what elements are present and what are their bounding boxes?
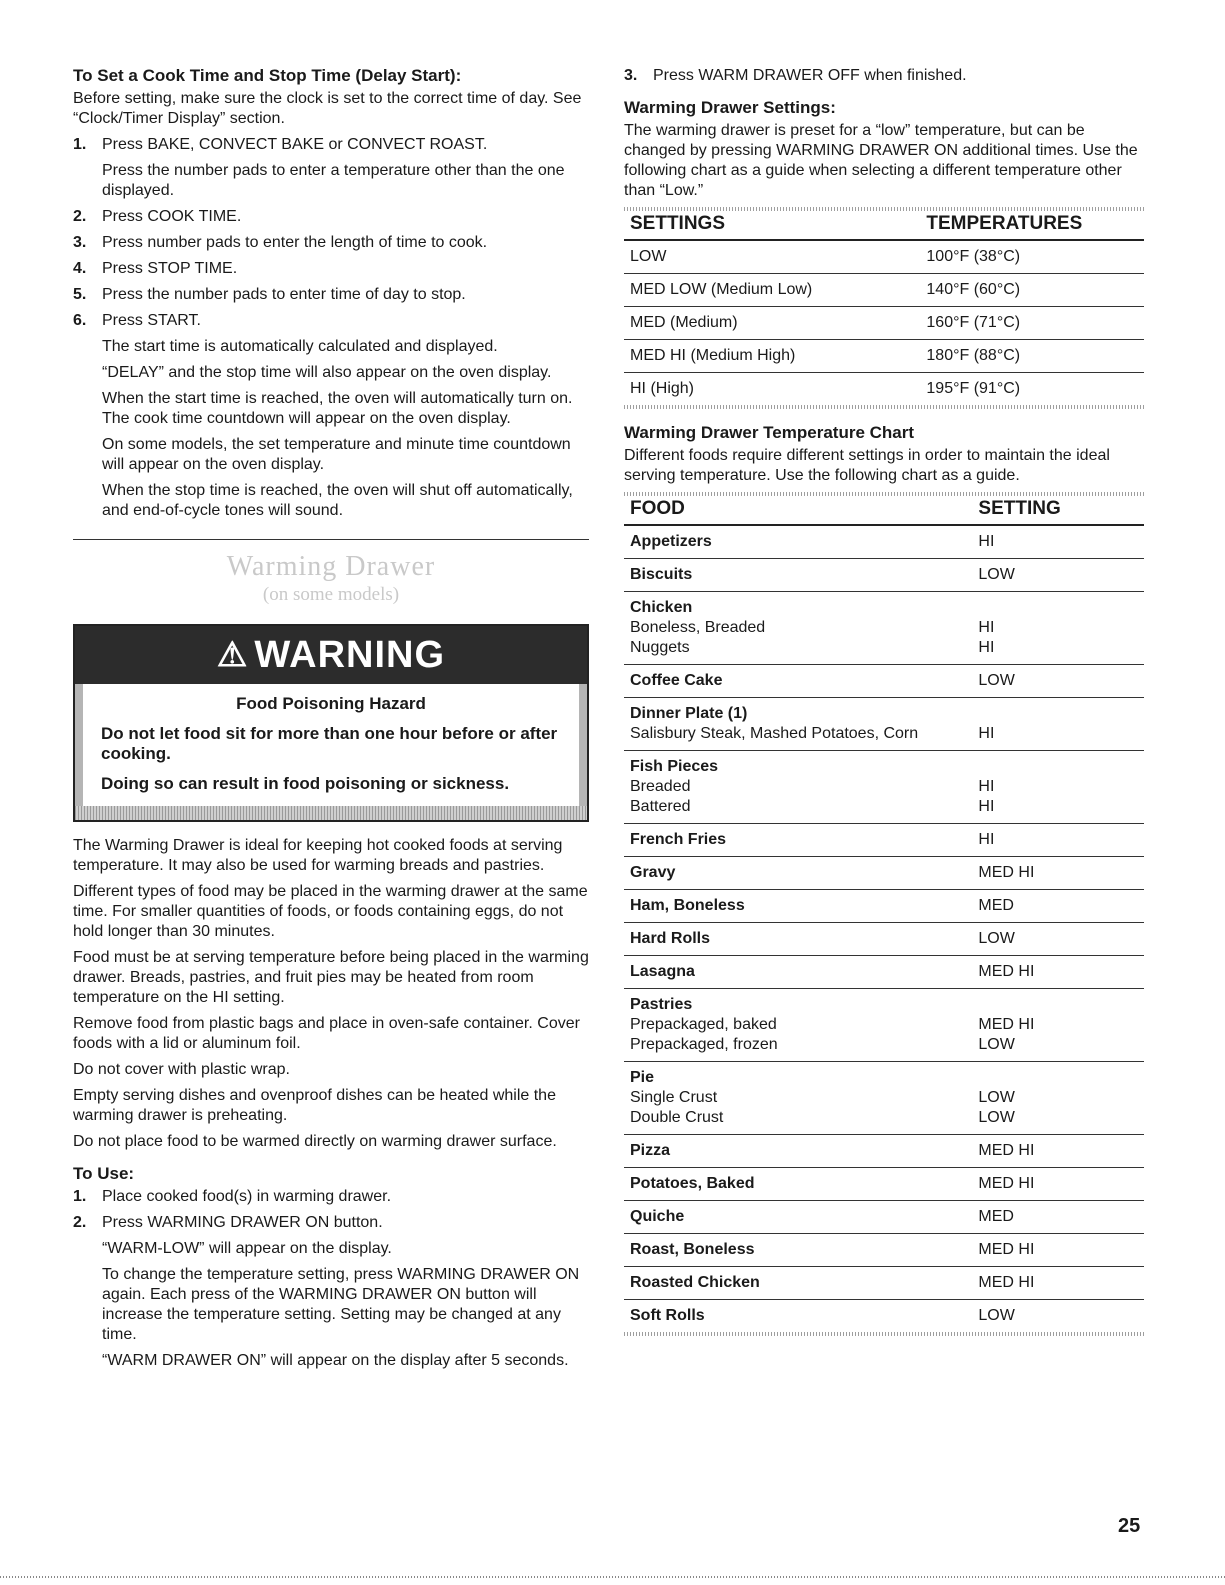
paragraph: Food must be at serving temperature before being placed in the warming drawer. Breads, pastries, and fruit pies may be heated from room temperature on the HI setting.	[73, 949, 589, 1006]
food-variant: Salisbury Steak, Mashed Potatoes, Corn	[630, 725, 919, 742]
food-setting: LOW	[978, 566, 1015, 583]
food-setting: MED HI	[978, 1175, 1035, 1192]
setting-cell	[972, 698, 1144, 751]
food-name: Lasagna	[630, 963, 695, 980]
step-detail: When the stop time is reached, the oven will shut off automatically, and end-of-cycle tones will sound.	[102, 482, 573, 519]
food-cell	[624, 698, 972, 751]
cook-stop-steps	[73, 135, 589, 521]
step-item	[73, 1213, 589, 1371]
step-item	[73, 207, 589, 227]
food-row	[624, 956, 1144, 989]
step-detail: When the start time is reached, the oven will automatically turn on. The cook time countdown will appear on the oven display.	[102, 390, 573, 427]
food-name: Roast, Boneless	[630, 1241, 755, 1258]
food-variant: Single Crust	[630, 1089, 718, 1106]
section-divider	[73, 539, 589, 540]
step-detail: “DELAY” and the stop time will also appear on the oven display.	[102, 364, 552, 381]
warming-drawer-paragraphs	[73, 836, 589, 1152]
food-cell	[624, 1267, 972, 1300]
step-text: Press BAKE, CONVECT BAKE or CONVECT ROAST.	[102, 136, 488, 153]
food-name: Pie	[630, 1069, 655, 1086]
setting-cell	[972, 1300, 1144, 1333]
cook-stop-heading: To Set a Cook Time and Stop Time (Delay Start):	[73, 66, 462, 85]
settings-intro: The warming drawer is preset for a “low” temperature, but can be changed by pressing WARMING DRAWER ON additional times. Use the following chart as a guide when selecting a different temperature other than “Low.”	[624, 122, 1138, 199]
setting-cell	[972, 1062, 1144, 1135]
step-text: Press number pads to enter the length of time to cook.	[102, 234, 488, 251]
food-variant: Battered	[630, 798, 691, 815]
step-number: 3.	[73, 234, 87, 251]
chart-intro: Different foods require different settings in order to maintain the ideal serving temperature. Use the following chart as a guide.	[624, 447, 1110, 484]
setting-cell	[972, 665, 1144, 698]
to-use-heading: To Use:	[73, 1164, 135, 1183]
food-setting: MED HI	[978, 1274, 1035, 1291]
food-cell	[624, 1135, 972, 1168]
food-name: Biscuits	[630, 566, 693, 583]
step-text: Press COOK TIME.	[102, 208, 242, 225]
food-variant: Boneless, Breaded	[630, 619, 766, 636]
step-item	[73, 285, 589, 305]
setting-cell	[972, 1234, 1144, 1267]
food-cell	[624, 923, 972, 956]
food-cell	[624, 1300, 972, 1333]
setting-col-header: SETTING	[972, 496, 1144, 525]
settings-heading: Warming Drawer Settings:	[624, 98, 836, 117]
food-variant-setting: LOW	[978, 1109, 1015, 1126]
food-cell	[624, 525, 972, 559]
food-row	[624, 698, 1144, 751]
step-text: Press WARMING DRAWER ON button.	[102, 1214, 383, 1231]
step-item	[73, 233, 589, 253]
chart-bottom-rule	[624, 1332, 1144, 1336]
step-number: 6.	[73, 312, 87, 329]
warning-footer	[75, 806, 587, 820]
section-title: Warming Drawer	[226, 551, 436, 582]
food-cell	[624, 1062, 972, 1135]
food-setting: MED HI	[978, 963, 1035, 980]
food-setting-blank	[978, 757, 1138, 777]
step-detail: To change the temperature setting, press WARMING DRAWER ON again. Each press of the WARMING DRAWER ON button will increase the temperature setting. Setting may be changed at any time.	[102, 1266, 580, 1343]
food-variant-setting: HI	[978, 725, 995, 742]
food-cell	[624, 592, 972, 665]
temperature-cell: 100°F (38°C)	[920, 240, 1144, 274]
food-setting: MED	[978, 1208, 1014, 1225]
food-row	[624, 1201, 1144, 1234]
food-variant-setting: MED HI	[978, 1016, 1035, 1033]
step-3-list	[624, 66, 1144, 86]
food-chart-table	[624, 496, 1144, 1332]
food-row	[624, 592, 1144, 665]
warning-body	[75, 684, 587, 806]
food-col-header: FOOD	[624, 496, 972, 525]
food-variant-setting: LOW	[978, 1036, 1015, 1053]
step-text: Press the number pads to enter time of day to stop.	[102, 286, 466, 303]
cook-stop-intro: Before setting, make sure the clock is set to the correct time of day. See “Clock/Timer Display” section.	[73, 90, 582, 127]
food-cell	[624, 1201, 972, 1234]
step-number: 4.	[73, 260, 87, 277]
paragraph: Remove food from plastic bags and place in oven-safe container. Cover foods with a lid or aluminum foil.	[73, 1015, 580, 1052]
step-text: Press STOP TIME.	[102, 260, 238, 277]
setting-cell	[972, 559, 1144, 592]
food-name: Chicken	[630, 599, 693, 616]
food-name: Pizza	[630, 1142, 671, 1159]
food-variant-setting: HI	[978, 778, 995, 795]
settings-row	[624, 307, 1144, 340]
page-number: 25	[1118, 1515, 1141, 1537]
settings-col-header: SETTINGS	[624, 211, 920, 240]
setting-cell	[972, 1168, 1144, 1201]
food-variant: Prepackaged, baked	[630, 1016, 777, 1033]
warning-title: Food Poisoning Hazard	[236, 694, 426, 713]
settings-row	[624, 340, 1144, 373]
food-name: Soft Rolls	[630, 1307, 705, 1324]
food-row	[624, 1135, 1144, 1168]
setting-cell: HI (High)	[630, 380, 695, 397]
right-column	[624, 66, 1144, 1336]
left-column	[73, 66, 589, 1377]
food-name: Fish Pieces	[630, 758, 719, 775]
step-detail: “WARM-LOW” will appear on the display.	[102, 1240, 392, 1257]
food-setting: HI	[978, 533, 995, 550]
food-row	[624, 1234, 1144, 1267]
step-item	[73, 259, 589, 279]
food-name: Appetizers	[630, 533, 712, 550]
step-text: Place cooked food(s) in warming drawer.	[102, 1188, 392, 1205]
step-number: 5.	[73, 286, 87, 303]
setting-cell: MED HI (Medium High)	[624, 340, 920, 373]
step-number: 1.	[73, 1188, 87, 1205]
food-name: Hard Rolls	[630, 930, 711, 947]
food-cell	[624, 665, 972, 698]
temperature-cell: 180°F (88°C)	[920, 340, 1144, 373]
paragraph: The Warming Drawer is ideal for keeping hot cooked foods at serving temperature. It may also be used for warming breads and pastries.	[73, 837, 563, 874]
chart-heading: Warming Drawer Temperature Chart	[624, 423, 915, 442]
food-name: Pastries	[630, 996, 693, 1013]
food-row	[624, 665, 1144, 698]
temperatures-col-header: TEMPERATURES	[920, 211, 1144, 240]
paragraph: Do not place food to be warmed directly on warming drawer surface.	[73, 1133, 557, 1150]
food-name: Gravy	[630, 864, 676, 881]
food-setting: LOW	[978, 1307, 1015, 1324]
food-cell	[624, 1234, 972, 1267]
step-3	[624, 66, 1144, 86]
food-cell	[624, 751, 972, 824]
temperature-cell: 195°F (91°C)	[926, 380, 1021, 397]
food-cell	[624, 890, 972, 923]
food-name: Coffee Cake	[630, 672, 723, 689]
setting-cell	[972, 751, 1144, 824]
setting-cell	[972, 857, 1144, 890]
food-variant-setting: LOW	[978, 1089, 1015, 1106]
food-cell	[624, 824, 972, 857]
page-bottom-rule	[0, 1576, 1225, 1578]
food-setting: MED HI	[978, 1142, 1035, 1159]
food-row	[624, 525, 1144, 559]
warning-line-1: Do not let food sit for more than one hour before or after cooking.	[101, 724, 558, 763]
food-row	[624, 1267, 1144, 1300]
food-name: Dinner Plate (1)	[630, 705, 748, 722]
step-detail: The start time is automatically calculated and displayed.	[102, 338, 498, 355]
step-text: Press WARM DRAWER OFF when finished.	[653, 67, 967, 84]
food-row	[624, 1168, 1144, 1201]
setting-cell	[972, 824, 1144, 857]
setting-cell: MED (Medium)	[624, 307, 920, 340]
step-item	[73, 135, 589, 201]
food-cell	[624, 956, 972, 989]
food-row	[624, 923, 1144, 956]
step-number: 1.	[73, 136, 87, 153]
food-name: Ham, Boneless	[630, 897, 745, 914]
food-setting: LOW	[978, 930, 1015, 947]
food-row	[624, 857, 1144, 890]
paragraph: Different types of food may be placed in the warming drawer at the same time. For smaller quantities of foods, or foods containing eggs, do not hold longer than 30 minutes.	[73, 883, 588, 940]
paragraph: Do not cover with plastic wrap.	[73, 1061, 290, 1078]
food-variant: Prepackaged, frozen	[630, 1036, 778, 1053]
settings-row	[624, 274, 1144, 307]
warning-line-2: Doing so can result in food poisoning or sickness.	[101, 774, 510, 793]
food-setting-blank	[978, 704, 1138, 724]
temperature-cell: 160°F (71°C)	[920, 307, 1144, 340]
step-number: 2.	[73, 208, 87, 225]
food-setting: MED	[978, 897, 1014, 914]
food-variant-setting: HI	[978, 619, 995, 636]
food-name: Quiche	[630, 1208, 685, 1225]
food-variant: Breaded	[630, 778, 691, 795]
section-subtitle: (on some models)	[262, 584, 400, 605]
setting-cell	[972, 592, 1144, 665]
step-item	[73, 1187, 589, 1207]
food-cell	[624, 559, 972, 592]
step-number: 2.	[73, 1214, 87, 1231]
food-cell	[624, 1168, 972, 1201]
warning-header	[75, 626, 587, 684]
settings-bottom-rule	[624, 405, 1144, 409]
warning-box	[73, 624, 589, 822]
food-cell	[624, 989, 972, 1062]
step-number: 3.	[624, 67, 638, 84]
food-row	[624, 890, 1144, 923]
step-detail: “WARM DRAWER ON” will appear on the display after 5 seconds.	[102, 1352, 569, 1369]
food-variant: Double Crust	[630, 1109, 724, 1126]
food-setting-blank	[978, 598, 1138, 618]
setting-cell	[972, 525, 1144, 559]
food-name: Potatoes, Baked	[630, 1175, 755, 1192]
food-setting-blank	[978, 1068, 1138, 1088]
warning-label: WARNING	[254, 633, 446, 676]
food-row	[624, 1300, 1144, 1333]
food-variant-setting: HI	[978, 639, 995, 656]
food-row	[624, 1062, 1144, 1135]
food-setting: LOW	[978, 672, 1015, 689]
setting-cell	[972, 956, 1144, 989]
settings-row	[624, 240, 1144, 274]
setting-cell	[972, 1267, 1144, 1300]
setting-cell	[972, 890, 1144, 923]
food-cell	[624, 857, 972, 890]
setting-cell	[972, 923, 1144, 956]
setting-cell: MED LOW (Medium Low)	[624, 274, 920, 307]
food-setting-blank	[978, 995, 1138, 1015]
food-setting: MED HI	[978, 864, 1035, 881]
to-use-steps	[73, 1187, 589, 1371]
setting-cell	[972, 1201, 1144, 1234]
food-row	[624, 989, 1144, 1062]
food-variant-setting: HI	[978, 798, 995, 815]
step-detail: Press the number pads to enter a temperature other than the one displayed.	[102, 162, 565, 199]
food-variant: Nuggets	[630, 639, 690, 656]
food-name: French Fries	[630, 831, 727, 848]
step-item	[73, 311, 589, 521]
step-text: Press START.	[102, 312, 201, 329]
step-detail: On some models, the set temperature and minute time countdown will appear on the oven display.	[102, 436, 571, 473]
food-setting: HI	[978, 831, 995, 848]
food-name: Roasted Chicken	[630, 1274, 760, 1291]
setting-cell: LOW	[624, 240, 920, 274]
settings-table	[624, 211, 1144, 405]
temperature-cell: 140°F (60°C)	[920, 274, 1144, 307]
food-row	[624, 824, 1144, 857]
warning-triangle-icon: ⚠	[216, 636, 249, 674]
paragraph: Empty serving dishes and ovenproof dishes can be heated while the warming drawer is preheating.	[73, 1087, 556, 1124]
setting-cell	[972, 1135, 1144, 1168]
food-row	[624, 559, 1144, 592]
settings-row	[624, 373, 1144, 406]
food-row	[624, 751, 1144, 824]
setting-cell	[972, 989, 1144, 1062]
food-setting: MED HI	[978, 1241, 1035, 1258]
